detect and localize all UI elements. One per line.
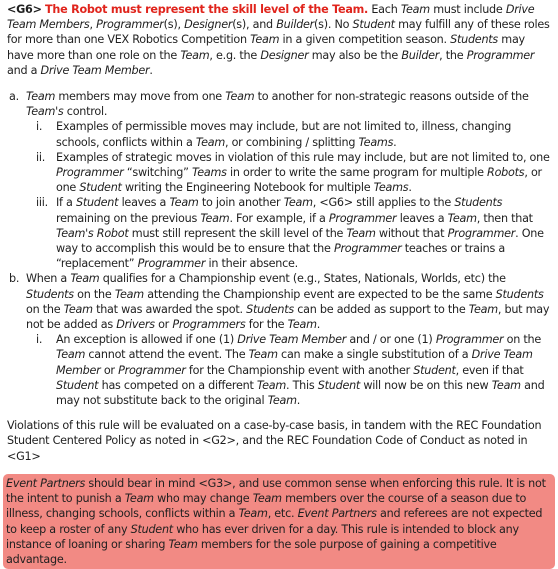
defined-term: Builder <box>401 48 440 62</box>
defined-term: Team <box>180 48 210 62</box>
rule-intro-text: Each Team must include Drive Team Members, Programmer(s), Designer(s), and Builder(s). No Student may fulfill any of these roles for more than one VEX Robotics Competition Team in a given competition season. Students may have more than one role on the Team, e.g. the Designer may also be the Builder, the Programmer and a Drive Team Member. <box>7 3 550 77</box>
defined-term: Team's Robot <box>56 226 129 240</box>
defined-term: Teams <box>358 135 394 149</box>
defined-term: Programmer <box>333 242 402 256</box>
defined-term: Student <box>75 196 119 210</box>
defined-term: Team <box>346 226 376 240</box>
defined-term: Student <box>317 378 361 392</box>
subclause-a-ii <box>26 150 551 196</box>
defined-term: Team <box>400 3 430 16</box>
defined-term: Programmer <box>56 166 124 180</box>
defined-term: Programmer <box>96 18 164 32</box>
defined-term: Drive Team Members <box>7 3 535 32</box>
defined-term: Students <box>246 302 294 316</box>
defined-term: Designer <box>184 18 233 32</box>
defined-term: Drive Team Member <box>40 63 150 77</box>
defined-term: Programmer <box>447 226 516 240</box>
defined-term: Student <box>130 522 173 536</box>
defined-term: Team <box>283 196 313 210</box>
subclause-a-ii-text: Examples of strategic moves in violation of this rule may include, but are not limited to, one Programmer “switching” Teams in order to write the same program for multiple Robots, or one Student writing the Engineering Notebook for multiple Teams. <box>56 150 550 195</box>
rule-title: The Robot must represent the skill level of the Team. <box>45 3 369 16</box>
defined-term: Programmer <box>328 211 397 225</box>
defined-term: Teams <box>192 166 227 180</box>
list-marker: iii. <box>36 196 48 210</box>
defined-term: Team <box>124 492 154 506</box>
defined-term: Drive Team Member <box>56 348 533 377</box>
defined-term: Programmer <box>137 257 206 271</box>
list-marker: i. <box>36 333 43 347</box>
defined-term: Team <box>256 378 286 392</box>
subclause-a-i <box>26 119 551 149</box>
defined-term: Team <box>114 287 144 301</box>
defined-term: Student <box>352 18 395 32</box>
subclause-a-i-text: Examples of permissible moves may include, but are not limited to, illness, changing schools, conflicts within a Team, or combining / splitting Teams. <box>56 120 512 149</box>
defined-term: Team <box>195 135 225 149</box>
defined-term: Team <box>63 302 93 316</box>
defined-term: Drivers <box>116 318 155 332</box>
list-marker: i. <box>36 120 43 134</box>
defined-term: Team <box>468 302 498 316</box>
defined-term: Team <box>250 33 280 47</box>
defined-term: Team <box>225 90 255 104</box>
subclause-a-iii-text: If a Student leaves a Team to join another Team, <G6> still applies to the Students remaining on the previous Team. For example, if a Programmer leaves a Team, then that Team's Robot must still represent the skill level of the Team without that Programmer. One way to accomplish this would be to ensure that the Programmer teaches or trains a “replacement” Programmer in their absence. <box>56 196 544 271</box>
defined-term: Team <box>168 537 198 551</box>
defined-term: Team <box>287 318 317 332</box>
defined-term: Team <box>200 211 230 225</box>
defined-term: Students <box>495 287 544 301</box>
defined-term: Team <box>238 507 268 521</box>
defined-term: Robots <box>487 166 525 180</box>
defined-term: Students <box>454 196 503 210</box>
subclause-a-iii <box>26 195 551 271</box>
defined-term: Programmer <box>435 333 504 347</box>
list-marker: b. <box>9 272 20 286</box>
defined-term: Event Partners <box>297 507 377 521</box>
list-marker: ii. <box>36 150 46 164</box>
defined-term: Team <box>26 90 56 104</box>
defined-term: Event Partners <box>6 476 86 490</box>
defined-term: Programmer <box>466 48 535 62</box>
defined-term: Drive Team Member <box>237 333 347 347</box>
subclause-a-text: Team members may move from one Team to another for non-strategic reasons outside of the Team's control. <box>26 90 529 119</box>
rule-intro-paragraph <box>7 2 551 78</box>
defined-term: Students <box>450 33 498 47</box>
rule-id: <G6> <box>7 3 42 16</box>
defined-term: Teams <box>373 181 409 195</box>
subclause-b <box>7 271 551 408</box>
rule-subclause-list <box>7 89 551 408</box>
event-partner-note <box>3 474 555 569</box>
defined-term: Team <box>447 211 477 225</box>
defined-term: Team <box>252 492 282 506</box>
defined-term: Team <box>248 348 278 362</box>
defined-term: Team <box>70 272 100 286</box>
list-marker: a. <box>9 90 19 104</box>
subclause-a <box>7 89 551 271</box>
defined-term: Student <box>56 378 99 392</box>
defined-term: Student <box>413 363 456 377</box>
subclause-b-i-text: An exception is allowed if one (1) Drive Team Member and / or one (1) Programmer on the Team cannot attend the event. The Team can make a single substitution of a Drive Team Member or Programmer for the Championship event with another Student, even if that Student has competed on a different Team. This Student will now be on this new Team and may not substitute back to the original Team. <box>56 333 545 408</box>
violations-paragraph: Violations of this rule will be evaluated on a case-by-case basis, in tandem with the REC Foundation Student Centered Policy as noted in <G2>, and the REC Foundation Code of Conduct as noted in <G1> <box>7 419 542 463</box>
subclause-b-i <box>26 332 551 408</box>
defined-term: Team <box>267 394 297 408</box>
defined-term: Student <box>79 181 122 195</box>
defined-term: Programmer <box>118 363 186 377</box>
defined-term: Team <box>169 196 199 210</box>
subclause-b-text: When a Team qualifies for a Championship event (e.g., States, Nationals, Worlds, etc) the Students on the Team attending the Championship event are expected to be the same Students on the Team that was awarded the spot. Students can be added as support to the Team, but may not be added as Drivers or Programmers for the Team. <box>26 272 550 332</box>
defined-term: Team's <box>26 105 64 119</box>
defined-term: Designer <box>260 48 309 62</box>
defined-term: Team <box>56 348 86 362</box>
defined-term: Programmers <box>172 318 246 332</box>
defined-term: Team <box>491 378 521 392</box>
defined-term: Builder <box>276 18 315 32</box>
defined-term: Students <box>26 287 74 301</box>
note-text: Event Partners should bear in mind <G3>, and use common sense when enforcing this rule. It is not the intent to punish a Team who may change Team members over the course of a season due to illness, changing schools, conflicts within a Team, etc. Event Partners and referees are not expected to keep a roster of any Student who has ever driven for a day. This rule is intended to block any instance of loaning or sharing Team members for the sole purpose of gaining a competitive advantage. <box>6 476 546 566</box>
